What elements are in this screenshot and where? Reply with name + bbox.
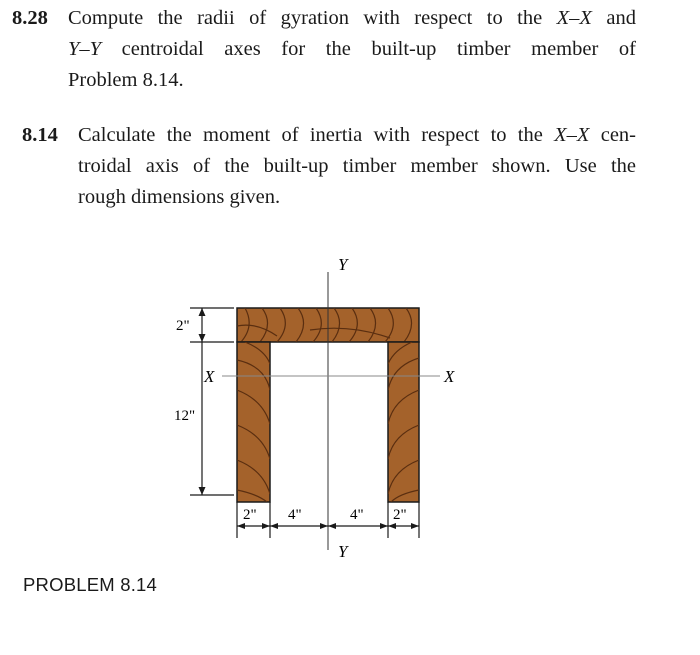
problem-text-line: Problem 8.14. xyxy=(68,69,184,91)
problem-text-line: Calculate the moment of inertia with respect to the X–X cen- xyxy=(78,124,636,146)
dim-left-gap: 4" xyxy=(288,507,302,523)
problem-number: 8.14 xyxy=(22,124,58,146)
problem-text-line: rough dimensions given. xyxy=(78,186,281,208)
problem-8-28 xyxy=(12,3,692,103)
problem-number: 8.28 xyxy=(12,7,48,29)
figure-caption: PROBLEM 8.14 xyxy=(23,574,158,595)
dim-right-gap: 4" xyxy=(350,507,364,523)
x-axis-label-right: X xyxy=(444,367,455,386)
problem-text-line: troidal axis of the built-up timber member shown. Use the xyxy=(78,155,636,177)
y-axis-label-bottom: Y xyxy=(338,542,348,561)
dim-right-leg: 2" xyxy=(393,507,407,523)
problem-text-line: Y–Y centroidal axes for the built-up timber member of xyxy=(68,38,636,60)
dim-left-leg: 2" xyxy=(243,507,257,523)
x-axis-label-left: X xyxy=(204,367,215,386)
problem-text-line: Compute the radii of gyration with respect to the X–X and xyxy=(68,7,636,29)
dim-height: 12" xyxy=(174,408,196,424)
problem-8-14 xyxy=(22,120,692,220)
timber-right-leg xyxy=(388,342,419,502)
timber-left-leg xyxy=(237,342,270,502)
vertical-dimensions xyxy=(190,308,234,495)
dim-top-thickness: 2" xyxy=(176,318,190,334)
y-axis-label-top: Y xyxy=(338,255,348,274)
timber-section-figure xyxy=(150,240,480,570)
